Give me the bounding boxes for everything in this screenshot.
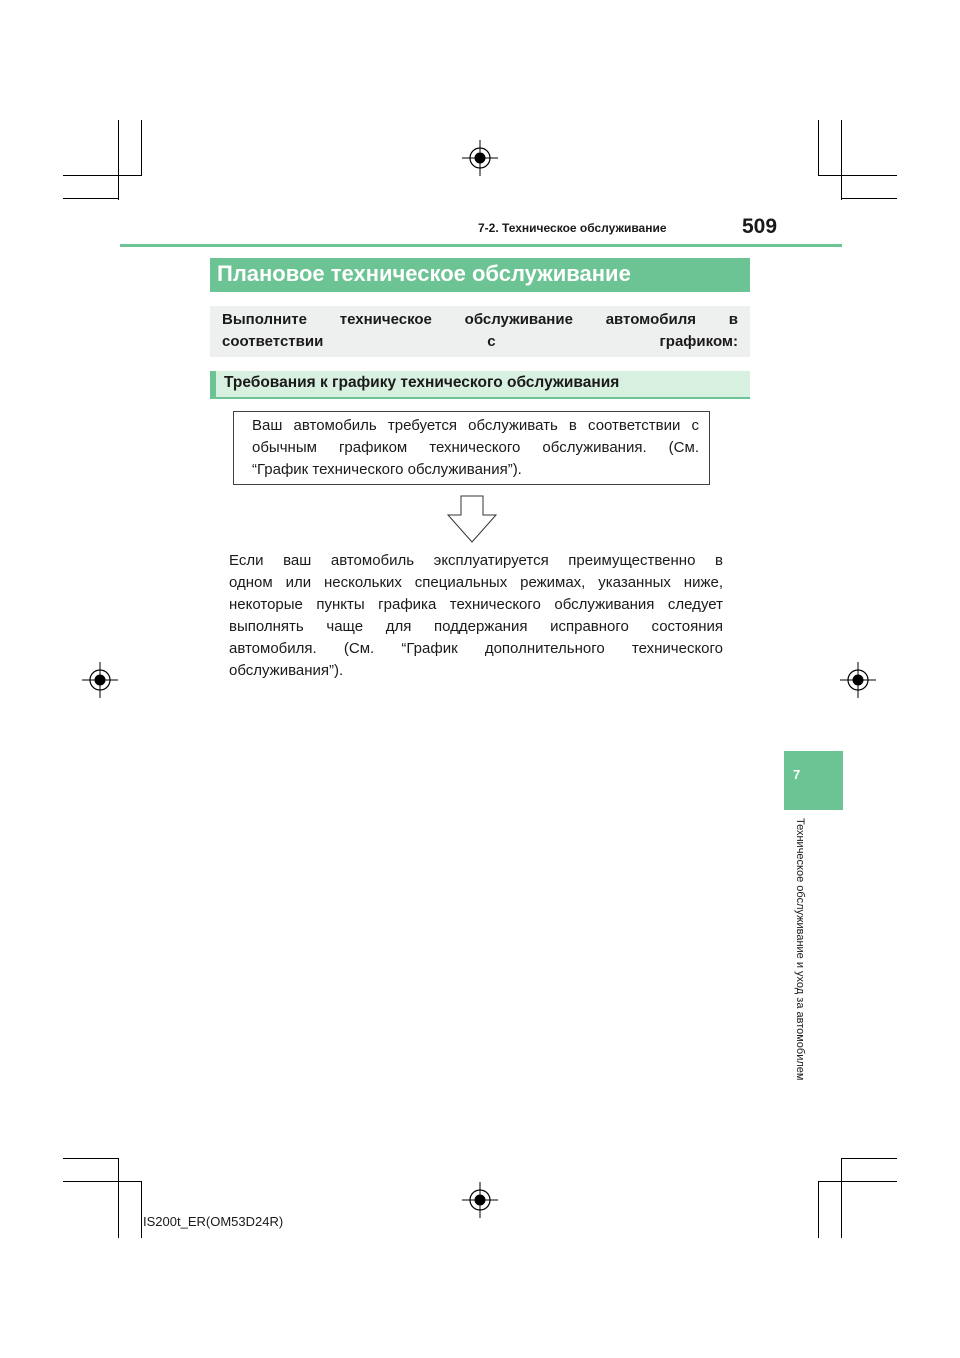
- crop-mark: [63, 175, 142, 176]
- registration-mark-icon: [82, 662, 118, 698]
- crop-mark: [841, 1158, 842, 1238]
- body-line: одном или нескольких специальных режимах, указанных ниже,: [229, 574, 723, 591]
- intro-line: соответствии с графиком:: [222, 333, 738, 350]
- document-code: IS200t_ER(OM53D24R): [143, 1214, 284, 1229]
- crop-mark: [141, 1181, 142, 1238]
- crop-mark: [841, 120, 842, 200]
- body-paragraph: [229, 550, 723, 682]
- note-line: Ваш автомобиль требуется обслуживать в соответствии с: [252, 417, 699, 434]
- note-line: обычным графиком технического обслуживания. (См.: [252, 439, 699, 456]
- chapter-title-vertical: Техническое обслуживание и уход за автомобилем: [794, 818, 806, 1081]
- crop-mark: [63, 1158, 119, 1159]
- page-number: 509: [742, 215, 778, 238]
- body-line: обслуживания”).: [229, 662, 344, 679]
- crop-mark: [818, 1181, 819, 1238]
- crop-mark: [63, 1181, 142, 1182]
- page-title: Плановое техническое обслуживание: [210, 258, 750, 292]
- chapter-tab: [784, 751, 843, 810]
- body-line: Если ваш автомобиль эксплуатируется преимущественно в: [229, 552, 723, 569]
- body-line: некоторые пункты графика технического обслуживания следует: [229, 596, 723, 613]
- crop-mark: [818, 120, 819, 176]
- chapter-number: 7: [793, 767, 801, 782]
- intro-box: [210, 306, 750, 357]
- section-heading: 7-2. Техническое обслуживание: [478, 221, 667, 235]
- crop-mark: [141, 120, 142, 176]
- body-line: автомобиля. (См. “График дополнительного технического: [229, 640, 723, 657]
- crop-mark: [118, 1158, 119, 1238]
- down-arrow-icon: [447, 495, 497, 543]
- registration-mark-icon: [462, 1182, 498, 1218]
- registration-mark-icon: [462, 140, 498, 176]
- header-divider: [120, 244, 842, 247]
- body-line: выполнять чаще для поддержания исправного состояния: [229, 618, 723, 635]
- note-box: [233, 411, 710, 485]
- subheading-accent-bar: [210, 371, 216, 399]
- crop-mark: [841, 198, 897, 199]
- crop-mark: [818, 1181, 897, 1182]
- crop-mark: [818, 175, 897, 176]
- registration-mark-icon: [840, 662, 876, 698]
- crop-mark: [118, 120, 119, 200]
- crop-mark: [63, 198, 119, 199]
- note-line: “График технического обслуживания”).: [252, 461, 522, 478]
- crop-mark: [841, 1158, 897, 1159]
- subheading: Требования к графику технического обслуживания: [210, 371, 750, 399]
- intro-line: Выполните техническое обслуживание автомобиля в: [222, 311, 738, 328]
